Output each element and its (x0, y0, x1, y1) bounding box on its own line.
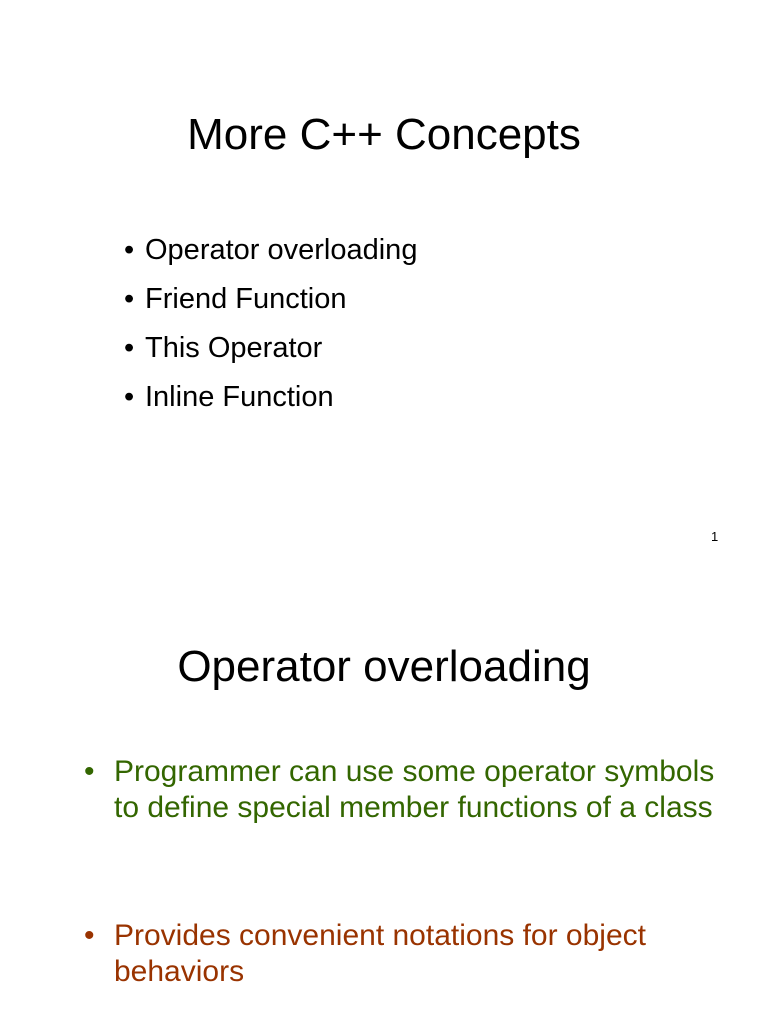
slide-2 (0, 576, 768, 1024)
bullet-glyph: • (124, 234, 135, 266)
bullet-text: Friend Function (145, 283, 347, 315)
slide-title: More C++ Concepts (187, 110, 581, 159)
bullet-glyph: • (124, 283, 135, 315)
bullet-text: This Operator (145, 332, 323, 364)
bullet-glyph: • (84, 755, 95, 788)
list-item (84, 918, 724, 990)
bullet-glyph: • (124, 332, 135, 364)
list-item (124, 226, 417, 275)
list-item (124, 373, 417, 422)
bullet-text: Operator overloading (145, 234, 418, 266)
bullet-text: Programmer can use some operator symbols to define special member functions of a class (114, 755, 715, 824)
bullet-text: Inline Function (145, 381, 334, 413)
list-item (84, 754, 724, 826)
list-item (124, 324, 417, 373)
list-item (124, 275, 417, 324)
bullet-text: Provides convenient notations for object behaviors (114, 919, 646, 988)
bullet-list (84, 918, 724, 990)
slide-number: 1 (711, 529, 719, 544)
bullet-glyph: • (84, 919, 95, 952)
slide-title: Operator overloading (177, 642, 591, 691)
bullet-list (124, 226, 417, 422)
bullet-glyph: • (124, 381, 135, 413)
bullet-list (84, 754, 724, 826)
